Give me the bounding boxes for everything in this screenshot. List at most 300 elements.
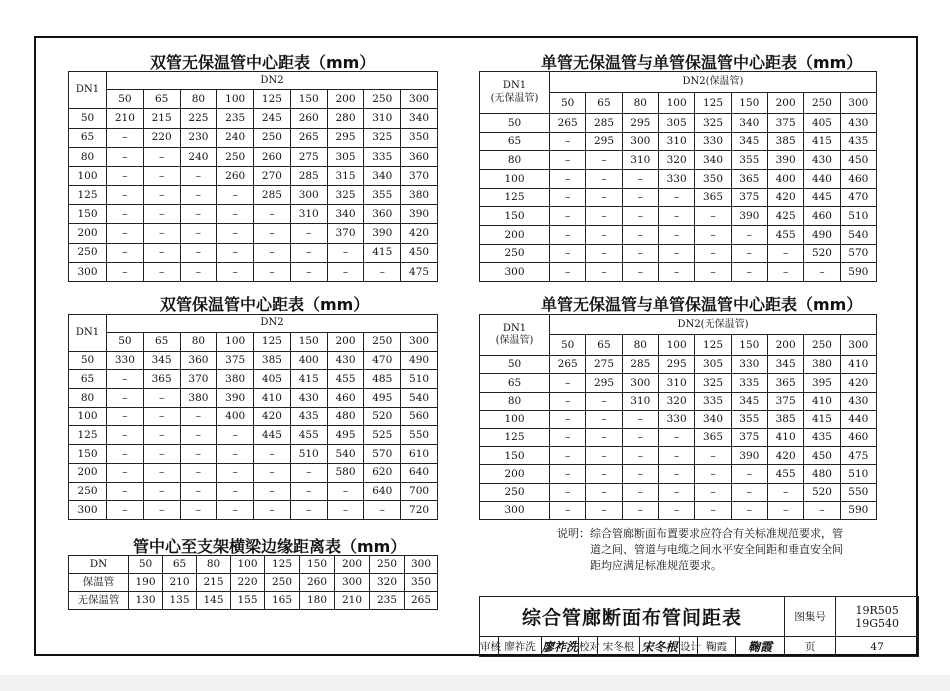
table-cell: 210 [107, 109, 144, 128]
table-cell: – [327, 482, 364, 501]
table-cell: 510 [840, 207, 876, 226]
dn1-header [480, 315, 550, 356]
table-cell: 310 [364, 109, 401, 128]
table-cell: – [804, 501, 840, 519]
table-cell: 350 [405, 574, 438, 592]
row-header: 250 [480, 483, 550, 501]
row-header: 80 [480, 151, 550, 170]
table-cell: 370 [327, 224, 364, 243]
table-cell: 145 [197, 592, 231, 610]
table-cell: – [550, 188, 586, 207]
atlas-number-2: 19G540 [855, 616, 899, 630]
table-row [69, 262, 438, 281]
column-header: 65 [143, 332, 180, 351]
table-cell: – [550, 483, 586, 501]
row-header: 100 [69, 407, 107, 426]
row-header: 80 [480, 392, 550, 410]
column-header: 150 [731, 335, 767, 356]
table-bracket-distance [68, 555, 438, 610]
table-cell: 275 [586, 356, 622, 374]
dn1-label: DN1 [502, 322, 527, 334]
table-cell: 380 [217, 370, 254, 389]
table-cell: 305 [327, 147, 364, 166]
table-cell: – [327, 262, 364, 281]
row-header: 300 [69, 501, 107, 520]
note [557, 526, 857, 574]
table-cell: 385 [767, 410, 803, 428]
column-header: 150 [290, 332, 327, 351]
table-cell: 260 [300, 574, 335, 592]
table-cell: – [217, 243, 254, 262]
table-cell: 415 [804, 132, 840, 151]
table-row [69, 501, 438, 520]
table-row [69, 389, 438, 408]
column-header: 250 [804, 92, 840, 114]
row-header: 300 [480, 501, 550, 519]
table-cell: – [767, 263, 803, 282]
column-header: 50 [550, 335, 586, 356]
table-cell: 390 [731, 447, 767, 465]
table-cell: 335 [695, 392, 731, 410]
table-cell: 400 [767, 170, 803, 189]
table-row [480, 447, 877, 465]
table-row [480, 207, 877, 226]
table-cell: – [327, 501, 364, 520]
table-cell: 520 [804, 244, 840, 263]
table-cell: 330 [658, 410, 694, 428]
table-cell: 475 [401, 262, 438, 281]
column-header: 125 [265, 556, 300, 574]
table-cell: 330 [731, 356, 767, 374]
table-cell: 410 [767, 428, 803, 446]
table-cell: 330 [695, 132, 731, 151]
table-cell: – [804, 263, 840, 282]
table-cell: – [731, 501, 767, 519]
table-cell: 355 [364, 186, 401, 205]
table-cell: 520 [364, 407, 401, 426]
table-cell: 510 [840, 465, 876, 483]
table-cell: – [364, 262, 401, 281]
row-header: 300 [480, 263, 550, 282]
table-cell: 345 [767, 356, 803, 374]
table-cell: 485 [364, 370, 401, 389]
column-header: 80 [180, 90, 217, 109]
table-cell: 540 [840, 226, 876, 245]
table-cell: – [217, 463, 254, 482]
table-cell: 340 [695, 151, 731, 170]
atlas-number-1: 19R505 [855, 603, 899, 617]
table-cell: – [622, 501, 658, 519]
table-cell: 260 [217, 166, 254, 185]
row-header: 50 [480, 356, 550, 374]
column-header: 65 [586, 92, 622, 114]
table-cell: 220 [231, 574, 265, 592]
table-cell: – [586, 188, 622, 207]
table-cell: 410 [804, 392, 840, 410]
table-cell: – [254, 205, 291, 224]
table-cell: 305 [695, 356, 731, 374]
table-cell: 340 [327, 205, 364, 224]
table-row [480, 465, 877, 483]
table4-title: 单管无保温管与单管保温管中心距表（mm） [541, 295, 863, 314]
table-cell: 450 [401, 243, 438, 262]
table-cell: – [586, 501, 622, 519]
table-cell: 340 [731, 114, 767, 133]
table-cell: – [767, 483, 803, 501]
table-cell: – [254, 463, 291, 482]
table-row [480, 226, 877, 245]
table-cell: – [622, 410, 658, 428]
table-cell: – [731, 465, 767, 483]
table-cell: 300 [622, 374, 658, 392]
table-cell: – [586, 263, 622, 282]
table-cell: – [695, 501, 731, 519]
column-header: 50 [107, 90, 144, 109]
table-cell: 420 [254, 407, 291, 426]
table-cell: 380 [180, 389, 217, 408]
design-name: 鞠霞 [698, 637, 736, 657]
table-row [480, 428, 877, 446]
table-cell: – [695, 483, 731, 501]
table-row [69, 186, 438, 205]
table-cell: – [622, 207, 658, 226]
column-header: 125 [695, 92, 731, 114]
column-header: 250 [364, 332, 401, 351]
table-cell: 390 [401, 205, 438, 224]
table-cell: 270 [254, 166, 291, 185]
table-cell: 460 [804, 207, 840, 226]
table-cell: 355 [731, 151, 767, 170]
table-cell: 495 [327, 426, 364, 445]
table-cell: – [550, 374, 586, 392]
table-cell: 360 [180, 351, 217, 370]
table-cell: 345 [731, 132, 767, 151]
table-row [480, 114, 877, 133]
table-cell: – [143, 501, 180, 520]
table-cell: 420 [767, 447, 803, 465]
table-cell: – [143, 205, 180, 224]
row-header: 65 [69, 370, 107, 389]
column-header: 50 [550, 92, 586, 114]
table-cell: 440 [840, 410, 876, 428]
dn1-label: DN1 [502, 80, 527, 92]
table-cell: 390 [217, 389, 254, 408]
table-cell: 455 [327, 370, 364, 389]
table-cell: – [622, 465, 658, 483]
table-cell: 435 [840, 132, 876, 151]
table-cell: – [143, 224, 180, 243]
table-cell: 320 [658, 151, 694, 170]
table-cell: – [254, 224, 291, 243]
table-cell: – [107, 445, 144, 464]
table-cell: 470 [364, 351, 401, 370]
table-row [480, 170, 877, 189]
table-cell: – [550, 132, 586, 151]
table-row [69, 574, 438, 592]
table-cell: 475 [840, 447, 876, 465]
row-header: 50 [69, 109, 107, 128]
table-cell: 420 [401, 224, 438, 243]
row-header: 125 [69, 426, 107, 445]
table-cell: 360 [364, 205, 401, 224]
table-cell: 250 [254, 128, 291, 147]
table-cell: 590 [840, 501, 876, 519]
column-header: 50 [129, 556, 163, 574]
dn2-header: DN2 [107, 72, 438, 90]
table-row [69, 109, 438, 128]
table-cell: 430 [840, 392, 876, 410]
row-header: 125 [69, 186, 107, 205]
table3-title: 双管保温管中心距表（mm） [160, 295, 370, 314]
table-cell: 310 [622, 392, 658, 410]
row-header: 50 [480, 114, 550, 133]
table-cell: – [254, 482, 291, 501]
table-cell: 390 [364, 224, 401, 243]
column-header: 100 [658, 335, 694, 356]
column-header: 125 [254, 90, 291, 109]
table-cell: 180 [300, 592, 335, 610]
table-row [69, 482, 438, 501]
row-header: 100 [69, 166, 107, 185]
table-cell: 305 [658, 114, 694, 133]
table-cell: 300 [335, 574, 370, 592]
column-header: 300 [840, 335, 876, 356]
design-label: 设计 [680, 637, 698, 657]
row-header: 65 [480, 374, 550, 392]
table-cell: 570 [364, 445, 401, 464]
table-cell: 375 [767, 114, 803, 133]
table-cell: 450 [804, 447, 840, 465]
table-cell: 720 [401, 501, 438, 520]
table-cell: – [586, 392, 622, 410]
table-cell: 495 [364, 389, 401, 408]
table-cell: – [107, 482, 144, 501]
table-cell: 540 [401, 389, 438, 408]
page-number: 47 [836, 637, 919, 657]
table-cell: 365 [731, 170, 767, 189]
table-cell: 220 [143, 128, 180, 147]
table-cell: 210 [163, 574, 197, 592]
table-cell: 325 [695, 114, 731, 133]
row-header: 无保温管 [69, 592, 129, 610]
table-cell: 330 [107, 351, 144, 370]
table-row [480, 188, 877, 207]
table-double-insulated [68, 314, 438, 520]
table-row [480, 263, 877, 282]
table-cell: 325 [364, 128, 401, 147]
row-header: 50 [69, 351, 107, 370]
table-cell: – [107, 407, 144, 426]
table-cell: 445 [804, 188, 840, 207]
table-cell: – [107, 128, 144, 147]
table-cell: 265 [290, 128, 327, 147]
dn1-header [69, 72, 107, 109]
table-cell: – [254, 243, 291, 262]
column-header: 300 [840, 92, 876, 114]
table-cell: – [217, 426, 254, 445]
table-cell: – [217, 186, 254, 205]
table-cell: – [107, 501, 144, 520]
table-row [69, 370, 438, 389]
table-cell: – [107, 224, 144, 243]
table-cell: – [767, 501, 803, 519]
table-cell: 235 [370, 592, 405, 610]
table5-title: 管中心至支架横梁边缘距离表（mm） [133, 537, 407, 556]
table-cell: 155 [231, 592, 265, 610]
table-cell: 430 [327, 351, 364, 370]
table-cell: – [180, 445, 217, 464]
column-header: 100 [217, 90, 254, 109]
table-cell: 460 [840, 428, 876, 446]
table-cell: – [180, 501, 217, 520]
column-header: 100 [217, 332, 254, 351]
row-header: 300 [69, 262, 107, 281]
table-cell: – [217, 482, 254, 501]
table-cell: 540 [327, 445, 364, 464]
table-cell: 390 [767, 151, 803, 170]
table-cell: 310 [290, 205, 327, 224]
table-cell: 215 [143, 109, 180, 128]
table-cell: – [622, 226, 658, 245]
table-cell: – [217, 224, 254, 243]
table-cell: 450 [840, 151, 876, 170]
table-cell: – [180, 186, 217, 205]
table-cell: 375 [217, 351, 254, 370]
table-cell: – [290, 463, 327, 482]
table-cell: 275 [290, 147, 327, 166]
table-cell: 365 [695, 188, 731, 207]
table-cell: – [180, 407, 217, 426]
row-header: 保温管 [69, 574, 129, 592]
check-name: 宋冬根 [598, 637, 640, 657]
table-cell: 490 [804, 226, 840, 245]
table-cell: – [622, 483, 658, 501]
column-header: 65 [143, 90, 180, 109]
table-cell: 250 [217, 147, 254, 166]
dn1-header [69, 315, 107, 352]
row-header: 150 [480, 207, 550, 226]
table-cell: – [550, 151, 586, 170]
table-cell: – [180, 205, 217, 224]
table-cell: 335 [731, 374, 767, 392]
table-row [69, 243, 438, 262]
table-cell: 225 [180, 109, 217, 128]
table-cell: – [658, 501, 694, 519]
table-cell: 335 [364, 147, 401, 166]
table-cell: – [658, 207, 694, 226]
table-cell: 550 [401, 426, 438, 445]
table-cell: – [586, 170, 622, 189]
table-cell: – [107, 463, 144, 482]
dn1-label: DN1 [75, 326, 100, 338]
note-line-3: 距均应满足标准规范要求。 [590, 559, 722, 572]
table-cell: – [290, 262, 327, 281]
column-header: 100 [658, 92, 694, 114]
table-cell: 355 [731, 410, 767, 428]
table-cell: 310 [658, 132, 694, 151]
column-header: 200 [335, 556, 370, 574]
table-row [69, 351, 438, 370]
table-cell: 265 [550, 114, 586, 133]
table-cell: – [143, 147, 180, 166]
table-cell: – [290, 243, 327, 262]
check-signature: 宋冬根 [640, 637, 680, 657]
page-label: 页 [785, 637, 836, 657]
table-cell: 295 [586, 374, 622, 392]
column-header: 200 [767, 335, 803, 356]
dn2-header: DN2(保温管) [550, 72, 877, 93]
table-cell: 350 [401, 128, 438, 147]
review-label: 审核 [480, 637, 499, 657]
table-cell: – [254, 445, 291, 464]
table-cell: – [550, 392, 586, 410]
table-cell: 525 [364, 426, 401, 445]
table-row [69, 407, 438, 426]
column-header: 250 [364, 90, 401, 109]
table-cell: 445 [254, 426, 291, 445]
table-cell: – [622, 263, 658, 282]
table-cell: – [143, 426, 180, 445]
table-cell: – [767, 244, 803, 263]
table-cell: – [695, 226, 731, 245]
column-header: 65 [586, 335, 622, 356]
table-cell: 435 [290, 407, 327, 426]
table-cell: 295 [327, 128, 364, 147]
table-cell: 420 [767, 188, 803, 207]
table-cell: – [695, 207, 731, 226]
table-cell: – [180, 463, 217, 482]
table-cell: 460 [327, 389, 364, 408]
row-header: 200 [69, 463, 107, 482]
review-name: 廖祚洗 [499, 637, 542, 657]
row-header: 80 [69, 389, 107, 408]
table-row [480, 132, 877, 151]
table-cell: – [550, 465, 586, 483]
table-row [69, 224, 438, 243]
note-line-1: 说明：综合管廊断面布置要求应符合有关标准规范要求，管 [557, 527, 843, 540]
table-cell: – [143, 243, 180, 262]
table-cell: 295 [622, 114, 658, 133]
table-cell: – [364, 501, 401, 520]
table-cell: – [254, 262, 291, 281]
table-cell: – [731, 263, 767, 282]
table-cell: – [180, 243, 217, 262]
table-cell: – [622, 447, 658, 465]
table-cell: – [622, 244, 658, 263]
table-cell: 395 [804, 374, 840, 392]
row-header: 250 [69, 482, 107, 501]
table-cell: – [658, 465, 694, 483]
page-bottom-strip [0, 675, 950, 691]
table-cell: – [180, 482, 217, 501]
table-cell: – [107, 243, 144, 262]
table-cell: – [658, 188, 694, 207]
table-cell: – [550, 410, 586, 428]
table-cell: 135 [163, 592, 197, 610]
table-cell: – [586, 447, 622, 465]
table-cell: 480 [327, 407, 364, 426]
table-cell: 510 [290, 445, 327, 464]
column-header: 300 [401, 90, 438, 109]
row-header: 150 [69, 205, 107, 224]
table-cell: 580 [327, 463, 364, 482]
table-cell: – [622, 428, 658, 446]
dn2-header: DN2(无保温管) [550, 315, 877, 335]
row-header: 100 [480, 410, 550, 428]
row-header: 100 [480, 170, 550, 189]
table-cell: – [217, 501, 254, 520]
table-cell: 310 [622, 151, 658, 170]
